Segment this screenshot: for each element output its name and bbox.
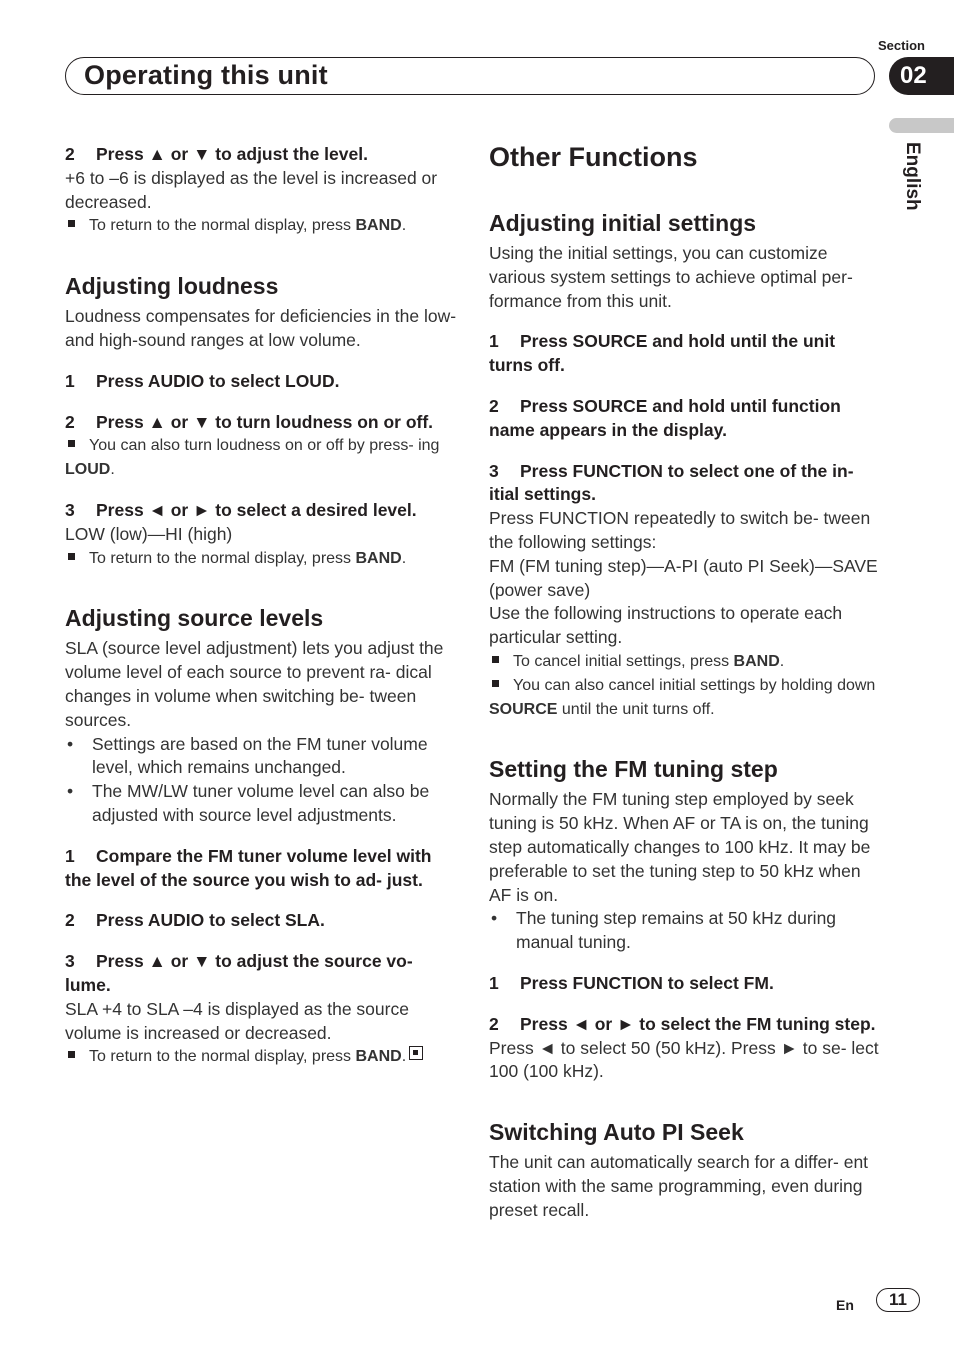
note: To return to the normal display, press BAND. [65,1045,457,1069]
note: To cancel initial settings, press BAND. [489,650,881,674]
intro-text: Loudness compensates for deficiencies in the low- and high-sound ranges at low volume. [65,306,457,350]
language-tab [889,118,954,133]
step: 1 Press SOURCE and hold until the unit turns off. [489,331,836,376]
step: 1 Press AUDIO to select LOUD. [65,370,340,391]
step: 2 Press ◄ or ► to select the FM tuning step. [489,1013,876,1034]
heading-setting-fm-tuning-step: Setting the FM tuning step [489,756,778,783]
end-mark-icon [409,1046,423,1060]
bullet-item: • The MW/LW tuner volume level can also be adjusted with source level adjustments. [67,781,430,825]
intro-text: Using the initial settings, you can customize various system settings to achieve optimal per- formance from this unit. [489,243,853,311]
step: 3 Press ▲ or ▼ to adjust the source vo- lume. [65,951,413,995]
intro-text: SLA (source level adjustment) lets you adjust the volume level of each source to prevent ra- dical changes in volume when switching be- tween sources. [65,638,444,730]
language-label: English [902,142,923,211]
step: 3 Press FUNCTION to select one of the in- itial settings. [489,460,854,505]
page-number: 11 [876,1288,920,1312]
step: 1 Press FUNCTION to select FM. [489,972,774,993]
heading-other-functions: Other Functions [489,142,698,172]
body-text: Press ◄ to select 50 (50 kHz). Press ► to se- lect 100 (100 kHz). [489,1037,879,1082]
heading-adjusting-initial-settings: Adjusting initial settings [489,210,757,236]
intro-text: The unit can automatically search for a differ- ent station with the same programming, even during preset recall. [489,1152,869,1220]
step: 2 Press ▲ or ▼ to adjust the level. [65,144,368,164]
step: 2 Press SOURCE and hold until function name appears in the display. [489,395,841,440]
section-label: Section [878,38,925,53]
note: To return to the normal display, press BAND. [65,547,457,571]
note-square-icon [68,440,75,447]
step: 1 Compare the FM tuner volume level with the level of the source you wish to ad- just. [65,845,432,890]
body-text: +6 to –6 is displayed as the level is increased or decreased. [65,167,438,212]
note: You can also turn loudness on or off by press- ing LOUD. [65,437,440,479]
note: To return to the normal display, press BAND. [65,214,457,238]
body-text: SLA +4 to SLA –4 is displayed as the source volume is increased or decreased. [65,998,409,1043]
body-text: Press FUNCTION repeatedly to switch be- tween the following settings: [489,508,871,552]
heading-adjusting-source-levels: Adjusting source levels [65,605,324,632]
note-square-icon [68,1051,75,1058]
note: You can also cancel initial settings by holding down SOURCE until the unit turns off. [489,676,876,718]
left-column [65,143,457,1069]
bullet-item: • The tuning step remains at 50 kHz during manual tuning. [491,908,837,953]
intro-text: Normally the FM tuning step employed by seek tuning is 50 kHz. When AF or TA is on, the tuning step automatically changes to 100 kHz. It may be preferable to set the tuning step to 50 kHz when AF is on. [489,789,871,905]
heading-switching-auto-pi-seek: Switching Auto PI Seek [489,1119,744,1146]
body-text: FM (FM tuning step)—A-PI (auto PI Seek)—SAVE (power save) [489,555,878,600]
page-title: Operating this unit [84,60,328,90]
step: 2 Press AUDIO to select SLA. [65,910,325,931]
bullet-item: • Settings are based on the FM tuner volume level, which remains unchanged. [67,733,428,778]
section-number-badge: 02 [889,57,954,95]
step: 3 Press ◄ or ► to select a desired level. [65,499,417,520]
note-square-icon [492,680,499,687]
heading-adjusting-loudness: Adjusting loudness [65,273,279,300]
step: 2 Press ▲ or ▼ to turn loudness on or off. [65,411,434,432]
body-text: Use the following instructions to operate each particular setting. [489,603,843,648]
note-square-icon [492,656,499,663]
note-square-icon [68,220,75,227]
footer-language: En [836,1297,854,1313]
body-text: LOW (low)—HI (high) [65,523,233,544]
right-column [489,139,881,1223]
note-square-icon [68,553,75,560]
